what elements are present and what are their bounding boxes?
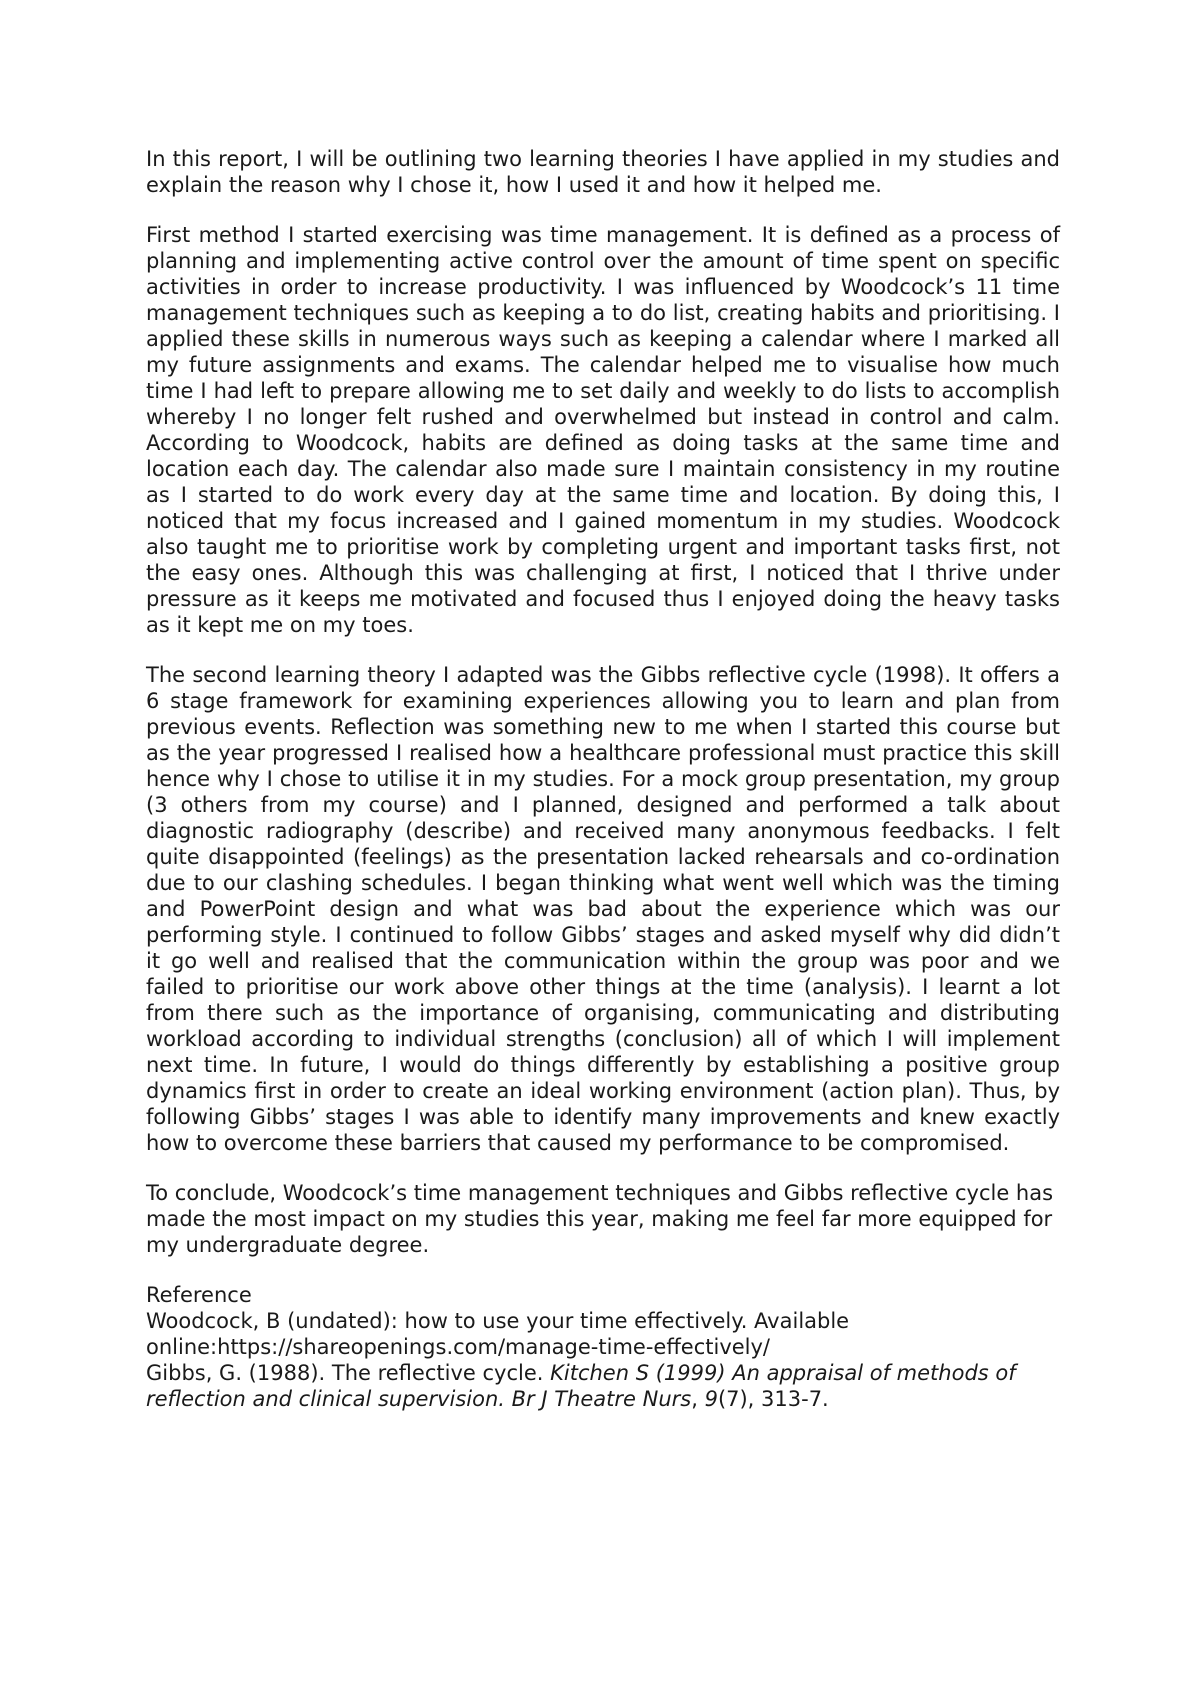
reference-woodcock-line1: Woodcock, B (undated): how to use your time effectively. Available	[146, 1309, 850, 1333]
reference-gibbs-prefix: Gibbs, G. (1988). The reflective cycle.	[146, 1361, 551, 1385]
conclusion-paragraph: To conclude, Woodcock’s time management techniques and Gibbs reflective cycle has made the most impact on my studies this year, making me feel far more equipped for my undergraduate degree.	[146, 1181, 1054, 1257]
reference-gibbs-suffix: (7), 313-7.	[717, 1387, 829, 1411]
reference-gibbs	[146, 1360, 1060, 1412]
intro-paragraph: In this report, I will be outlining two learning theories I have applied in my studies and explain the reason why I chose it, how I used it and how it helped me.	[146, 147, 1060, 197]
time-management-paragraph: First method I started exercising was time management. It is defined as a process of planning and implementing active control over the amount of time spent on specific activities in order to increase productivity. I was influenced by Woodcock’s 11 time management techniques such as keeping a to do list, creating habits and prioritising. I applied these skills in numerous ways such as keeping a calendar where I marked all my future assignments and exams. The calendar helped me to visualise how much time I had left to prepare allowing me to set daily and weekly to do lists to accomplish whereby I no longer felt rushed and overwhelmed but instead in control and calm. According to Woodcock, habits are defined as doing tasks at the same time and location each day. The calendar also made sure I maintain consistency in my routine as I started to do work every day at the same time and location. By doing this, I noticed that my focus increased and I gained momentum in my studies. Woodcock also taught me to prioritise work by completing urgent and important tasks first, not the easy ones. Although this was challenging at first, I noticed that I thrive under pressure as it keeps me motivated and focused thus I enjoyed doing the heavy tasks as it kept me on my toes.	[146, 223, 1060, 637]
reference-gibbs-volume: 9	[704, 1387, 718, 1411]
reference-woodcock-url: online:https://shareopenings.com/manage-time-effectively/	[146, 1335, 771, 1359]
reference-heading: Reference	[146, 1283, 252, 1307]
document-page	[146, 146, 1060, 1412]
reference-woodcock	[146, 1308, 1060, 1360]
reference-gibbs-comma: ,	[691, 1387, 705, 1411]
gibbs-paragraph: The second learning theory I adapted was the Gibbs reflective cycle (1998). It offers a 6 stage framework for examining experiences allowing you to learn and plan from previous events. Reflection was something new to me when I started this course but as the year progressed I realised how a healthcare professional must practice this skill hence why I chose to utilise it in my studies. For a mock group presentation, my group (3 others from my course) and I planned, designed and performed a talk about diagnostic radiography (describe) and received many anonymous feedbacks. I felt quite disappointed (feelings) as the presentation lacked rehearsals and co-ordination due to our clashing schedules. I began thinking what went well which was the timing and PowerPoint design and what was bad about the experience which was our performing style. I continued to follow Gibbs’ stages and asked myself why did didn’t it go well and realised that the communication within the group was poor and we failed to prioritise our work above other things at the time (analysis). I learnt a lot from there such as the importance of organising, communicating and distributing workload according to individual strengths (conclusion) all of which I will implement next time. In future, I would do things differently by establishing a positive group dynamics first in order to create an ideal working environment (action plan). Thus, by following Gibbs’ stages I was able to identify many improvements and knew exactly how to overcome these barriers that caused my performance to be compromised.	[146, 663, 1060, 1155]
reference-gibbs-journal: Kitchen S (1999) An appraisal of methods of reflection and clinical supervision. Br J Theatre Nurs	[146, 1361, 1016, 1411]
reference-section	[146, 1282, 1060, 1412]
